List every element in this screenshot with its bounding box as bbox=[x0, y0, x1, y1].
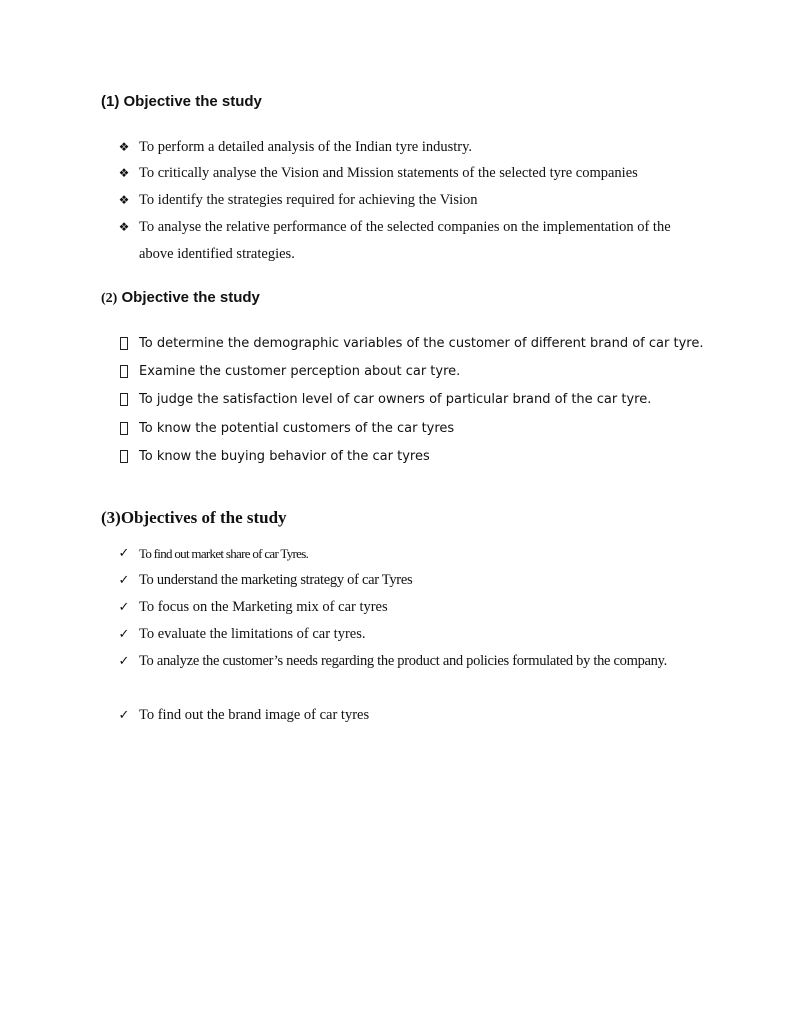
section-2-item-text: Examine the customer perception about car tyre. bbox=[139, 364, 461, 379]
section-2-heading-text: Objective the study bbox=[121, 289, 260, 306]
diamond-bullet-icon: ❖ bbox=[118, 166, 130, 180]
section-3-heading: (3)Objectives of the study bbox=[101, 508, 287, 527]
section-2-item-text: To judge the satisfaction level of car owners of particular brand of the car tyre. bbox=[139, 392, 652, 407]
checkmark-icon: ✓ bbox=[118, 708, 130, 723]
section-1-heading: (1) Objective the study bbox=[101, 93, 262, 110]
section-2-item-text: To know the buying behavior of the car tyres bbox=[139, 449, 430, 464]
diamond-bullet-icon: ❖ bbox=[118, 220, 130, 234]
section-3-item-text: To find out market share of car Tyres. bbox=[139, 546, 309, 561]
checkmark-icon: ✓ bbox=[118, 627, 130, 642]
missing-glyph-box-icon bbox=[116, 447, 132, 467]
section-1-item-text: To identify the strategies required for achieving the Vision bbox=[139, 192, 478, 208]
section-1-item-text: To perform a detailed analysis of the Indian tyre industry. bbox=[139, 139, 473, 155]
checkmark-icon: ✓ bbox=[118, 654, 130, 669]
missing-glyph-box-icon bbox=[116, 334, 132, 354]
section-3-item-text: To understand the marketing strategy of car Tyres bbox=[139, 572, 413, 588]
section-1-item-text: To analyse the relative performance of the selected companies on the implementation of the above identified strategies. bbox=[139, 219, 671, 262]
section-3-item-text: To analyze the customer’s needs regarding the product and policies formulated by the company. bbox=[139, 653, 667, 669]
section-2-item-text: To determine the demographic variables of the customer of different brand of car tyre. bbox=[139, 336, 704, 351]
checkmark-icon: ✓ bbox=[118, 600, 130, 615]
section-2-heading-number: (2) bbox=[101, 291, 118, 306]
section-3-item-text: To find out the brand image of car tyres bbox=[139, 707, 370, 723]
missing-glyph-box-icon bbox=[116, 419, 132, 439]
diamond-bullet-icon: ❖ bbox=[118, 140, 130, 154]
section-3-item-text: To evaluate the limitations of car tyres. bbox=[139, 626, 366, 642]
section-2-item-text: To know the potential customers of the car tyres bbox=[139, 421, 455, 436]
missing-glyph-box-icon bbox=[116, 390, 132, 410]
diamond-bullet-icon: ❖ bbox=[118, 193, 130, 207]
checkmark-icon: ✓ bbox=[118, 546, 130, 561]
missing-glyph-box-icon bbox=[116, 362, 132, 382]
checkmark-icon: ✓ bbox=[118, 573, 130, 588]
section-1-item-text: To critically analyse the Vision and Mission statements of the selected tyre companies bbox=[139, 165, 638, 181]
section-2-heading bbox=[101, 289, 260, 307]
section-3-item-text: To focus on the Marketing mix of car tyres bbox=[139, 599, 388, 615]
